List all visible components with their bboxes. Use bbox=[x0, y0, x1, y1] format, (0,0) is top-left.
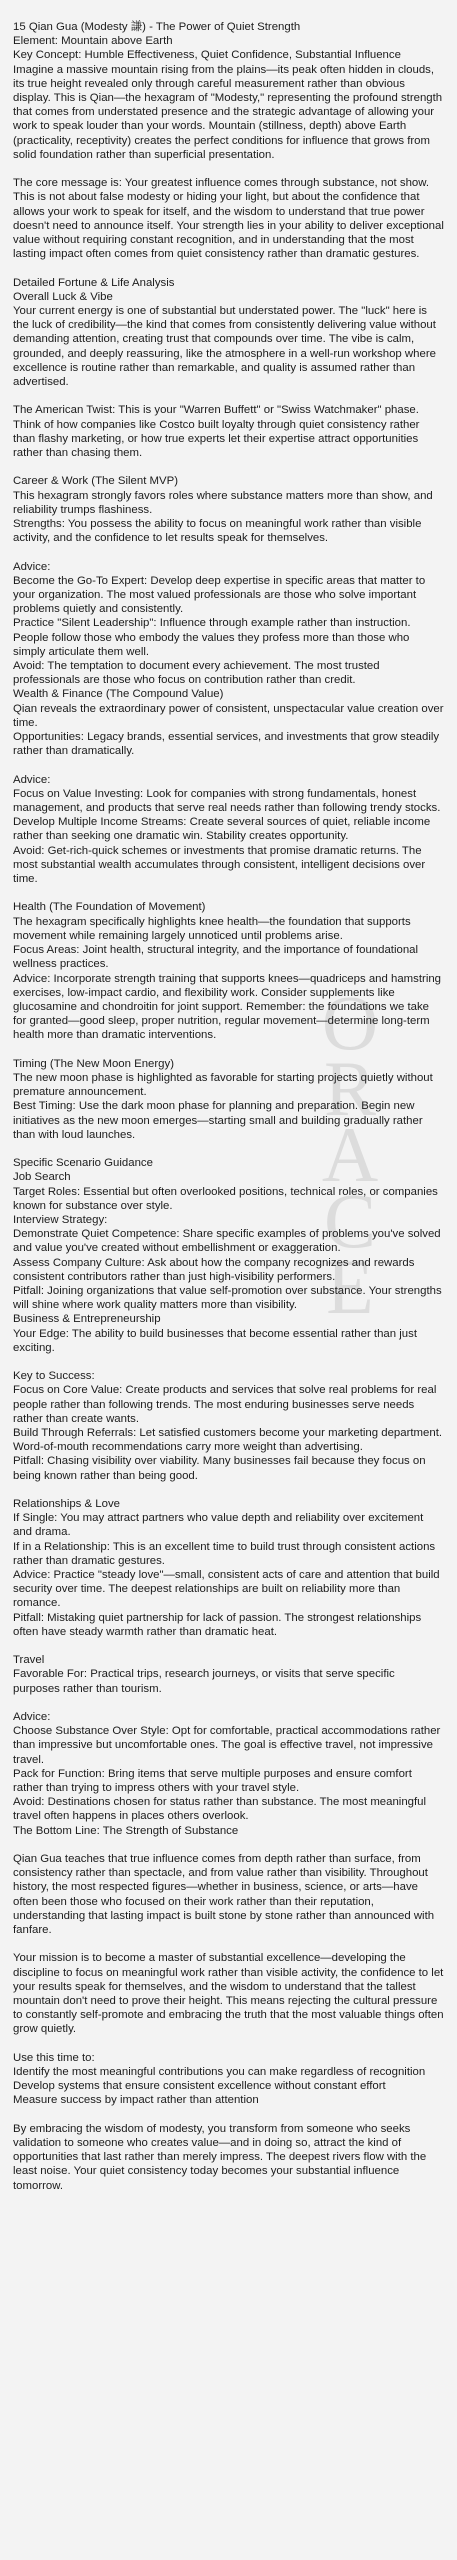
text-line: Interview Strategy: bbox=[13, 1213, 108, 1226]
text-line: Your Edge: The ability to build businesses that become essential rather than just exciting. bbox=[13, 1327, 417, 1354]
text-line: Develop systems that ensure consistent excellence without constant effort bbox=[13, 2080, 386, 2093]
text-line: Qian reveals the extraordinary power of consistent, unspectacular value creation over time. bbox=[13, 702, 444, 729]
text-line: Avoid: Get-rich-quick schemes or investments that promise dramatic returns. The most substantial wealth accumulates through consistent, intelligent decisions over time. bbox=[13, 844, 426, 886]
paragraph-gap bbox=[13, 1483, 444, 1497]
watermark-letter: E bbox=[326, 1243, 374, 1330]
text-line: Focus on Core Value: Create products and services that solve real problems for real people rather than following trends. The most enduring businesses serve needs rather than create wants. bbox=[13, 1384, 437, 1425]
paragraph bbox=[13, 773, 444, 887]
text-line: Advice: Incorporate strength training that supports knees—quadriceps and hamstring exercises, low-impact cardio, and flexibility work. Consider supplements like glucosamine and chondroitin for joint support. Remember: the foundations we take for granted—good sleep, proper nutrition, regular movement—determine long-term health more than dramatic interventions. bbox=[13, 972, 442, 1042]
text-line: Practice "Silent Leadership": Influence through example rather than instruction. People follow those who embody the values they profess more than those who simply articulate them well. bbox=[13, 617, 411, 658]
text-line: The core message is: Your greatest influence comes through substance, not show. This is not about false modesty or hiding your light, but about the confidence that allows your work to speak for itself, and the wisdom to understand that true power doesn't need to announce itself. Your strength lies in your ability to deliver exceptional value without requiring constant recognition, and in understanding that the most lasting impact often comes from quiet consistency rather than dramatic gestures. bbox=[13, 177, 444, 261]
text-line: Become the Go-To Expert: Develop deep expertise in specific areas that matter to your organization. The most valued professionals are those who solve important problems quietly and consistently. bbox=[13, 574, 426, 616]
paragraph-gap bbox=[13, 1838, 444, 1852]
text-line: Pack for Function: Bring items that serve multiple purposes and ensure comfort rather than trying to impress others with your travel style. bbox=[13, 1767, 412, 1794]
text-line: Your current energy is one of substantial but understated power. The "luck" here is the luck of credibility—the kind that comes from consistently delivering value without demanding attention, creating trust that compounds over time. The vibe is calm, grounded, and deeply reassuring, like the atmosphere in a well-run workshop where excellence is routine rather than remarkable, and quality is assumed rather than advertised. bbox=[13, 305, 436, 389]
text-line: Career & Work (The Silent MVP) bbox=[13, 475, 178, 488]
text-line: Imagine a massive mountain rising from the plains—its peak often hidden in clouds, its true height revealed only through careful measurement rather than obvious display. This is Qian—the hexagram of "Modesty," representing the profound strength that comes from understated presence and the strategic advantage of allowing your work to speak louder than your words. Mountain (stillness, depth) above Earth (practicality, receptivity) creates the perfect conditions for influence that grows from solid foundation rather than superficial presentation. bbox=[13, 63, 443, 161]
text-line: Develop Multiple Income Streams: Create several sources of quiet, reliable income rather than seeking one dramatic win. Stability creates opportunity. bbox=[13, 816, 431, 843]
text-line: Advice: bbox=[13, 773, 51, 786]
text-line: Overall Luck & Vibe bbox=[13, 290, 113, 303]
paragraph bbox=[13, 474, 444, 545]
paragraph bbox=[13, 2122, 444, 2193]
paragraph-gap bbox=[13, 758, 444, 772]
paragraph bbox=[13, 560, 444, 759]
paragraph bbox=[13, 2051, 444, 2108]
text-line: Qian Gua teaches that true influence comes from depth rather than surface, from consistency rather than spectacle, and from value rather than visibility. Throughout history, the most respected figures—whether in business, science, or arts—have often been those who focused on their work rather than their reputation, understanding that lasting impact is built stone by stone rather than announced with fanfare. bbox=[13, 1852, 435, 1936]
text-line: The hexagram specifically highlights knee health—the foundation that supports movement while remaining largely unnoticed until problems arise. bbox=[13, 915, 411, 942]
paragraph bbox=[13, 1951, 444, 2036]
text-line: Favorable For: Practical trips, research journeys, or visits that serve specific purposes rather than tourism. bbox=[13, 1668, 395, 1695]
text-line: Advice: bbox=[13, 1710, 51, 1723]
text-line: 15 Qian Gua (Modesty 謙) - The Power of Quiet Strength bbox=[13, 21, 301, 33]
paragraph-gap bbox=[13, 261, 444, 275]
text-line: If in a Relationship: This is an excellent time to build trust through consistent actions rather than dramatic gestures. bbox=[13, 1540, 436, 1567]
paragraph-gap bbox=[13, 1043, 444, 1057]
text-line: Specific Scenario Guidance bbox=[13, 1157, 153, 1170]
text-line: Your mission is to become a master of substantial excellence—developing the discipline to focus on meaningful work rather than visible activity, the confidence to let your results speak for themselves, and the wisdom to understand that the tallest mountain don't need to prove their height. This means rejecting the cultural pressure to constantly self-promote and embracing the truth that the most valuable things often grow quietly. bbox=[13, 1952, 444, 2036]
paragraph bbox=[13, 1369, 444, 1483]
paragraph bbox=[13, 1653, 444, 1696]
paragraph bbox=[13, 176, 444, 261]
paragraph-gap bbox=[13, 1696, 444, 1710]
paragraph-gap bbox=[13, 2037, 444, 2051]
text-line: The new moon phase is highlighted as favorable for starting projects quietly without premature announcement. bbox=[13, 1071, 433, 1099]
text-line: Choose Substance Over Style: Opt for comfortable, practical accommodations rather than impressive but uncomfortable ones. The goal is effective travel, not impressive travel. bbox=[13, 1725, 441, 1766]
text-line: Key to Success: bbox=[13, 1370, 95, 1383]
paragraph-gap bbox=[13, 162, 444, 176]
text-line: Job Search bbox=[13, 1171, 71, 1184]
paragraph bbox=[13, 1710, 444, 1838]
watermark-letter: O bbox=[321, 979, 379, 1066]
text-line: Focus Areas: Joint health, structural integrity, and the importance of foundational wellness practices. bbox=[13, 944, 419, 971]
text-line: Measure success by impact rather than attention bbox=[13, 2094, 259, 2107]
paragraph-gap bbox=[13, 2108, 444, 2122]
text-line: Business & Entrepreneurship bbox=[13, 1313, 161, 1326]
paragraph bbox=[13, 1852, 444, 1937]
text-line: Focus on Value Investing: Look for companies with strong fundamentals, honest management, and products that serve real needs rather than following trendy stocks. bbox=[13, 787, 441, 815]
paragraph bbox=[13, 403, 444, 460]
paragraph bbox=[13, 1156, 444, 1355]
text-line: Target Roles: Essential but often overlooked positions, technical roles, or companies known for substance over style. bbox=[13, 1185, 438, 1212]
text-line: Best Timing: Use the dark moon phase for planning and preparation. Begin new initiatives as the new moon emerges—starting small and building gradually rather than with loud launches. bbox=[13, 1100, 423, 1141]
text-line: Demonstrate Quiet Competence: Share specific examples of problems you've solved and value you've created without embellishment or exaggeration. bbox=[13, 1228, 441, 1255]
text-line: Strengths: You possess the ability to focus on meaningful work rather than visible activity, and the confidence to let results speak for themselves. bbox=[13, 518, 422, 545]
text-line: Identify the most meaningful contributions you can make regardless of recognition bbox=[13, 2066, 426, 2078]
paragraph bbox=[13, 900, 444, 1042]
text-line: Travel bbox=[13, 1654, 45, 1667]
text-line: Opportunities: Legacy brands, essential services, and investments that grow steadily rather than dramatically. bbox=[13, 731, 440, 758]
paragraph-gap bbox=[13, 1142, 444, 1156]
text-line: Element: Mountain above Earth bbox=[13, 35, 173, 48]
text-line: The Bottom Line: The Strength of Substance bbox=[13, 1824, 239, 1837]
text-line: Relationships & Love bbox=[13, 1497, 121, 1510]
watermark-letter: A bbox=[321, 1111, 379, 1198]
text-line: Advice: bbox=[13, 560, 51, 573]
text-line: Use this time to: bbox=[13, 2051, 95, 2064]
text-line: Timing (The New Moon Energy) bbox=[13, 1057, 174, 1070]
text-line: By embracing the wisdom of modesty, you transform from someone who seeks validation to someone who creates value—and in doing so, attract the kind of opportunities that last rather than merely impress. The deepest rivers flow with the least noise. Your quiet consistency today becomes your substantial influence tomorrow. bbox=[13, 2122, 427, 2192]
text-line: Advice: Practice "steady love"—small, consistent acts of care and attention that build security over time. The deepest relationships are built on reliability more than romance. bbox=[13, 1568, 440, 1610]
text-line: Pitfall: Chasing visibility over viability. Many businesses fail because they focus on being known rather than being good. bbox=[13, 1455, 426, 1482]
text-line: This hexagram strongly favors roles where substance matters more than show, and reliability trumps flashiness. bbox=[13, 489, 433, 516]
text-line: Health (The Foundation of Movement) bbox=[13, 901, 206, 914]
paragraph bbox=[13, 1497, 444, 1639]
text-line: Pitfall: Mistaking quiet partnership for lack of passion. The strongest relationships often have steady warmth rather than dramatic heat. bbox=[13, 1611, 422, 1638]
text-line: Avoid: Destinations chosen for status rather than substance. The most meaningful travel often happens in places others overlook. bbox=[13, 1796, 427, 1823]
paragraph bbox=[13, 276, 444, 390]
text-line: If Single: You may attract partners who value depth and reliability over excitement and drama. bbox=[13, 1512, 424, 1539]
text-line: Detailed Fortune & Life Analysis bbox=[13, 276, 175, 289]
paragraph-gap bbox=[13, 886, 444, 900]
text-line: Build Through Referrals: Let satisfied customers become your marketing department. Word-of-mouth recommendations carry more weight than advertising. bbox=[13, 1426, 443, 1454]
paragraph-gap bbox=[13, 1937, 444, 1951]
text-line: Pitfall: Joining organizations that value self-promotion over substance. Your strengths will shine where work quality matters more than visibility. bbox=[13, 1284, 442, 1312]
text-line: Key Concept: Humble Effectiveness, Quiet Confidence, Substantial Influence bbox=[13, 49, 401, 62]
paragraph-gap bbox=[13, 460, 444, 474]
watermark-letter: R bbox=[323, 1045, 377, 1132]
text-line: The American Twist: This is your "Warren Buffett" or "Swiss Watchmaker" phase. Think of how companies like Costco built loyalty through quiet consistency rather than flashy marketing, or how true experts let their expertise attract opportunities rather than chasing them. bbox=[13, 404, 420, 460]
text-line: Avoid: The temptation to document every achievement. The most trusted professionals are those who focus on contribution rather than credit. bbox=[13, 660, 380, 687]
watermark-letter: C bbox=[323, 1177, 377, 1264]
text-line: Wealth & Finance (The Compound Value) bbox=[13, 688, 224, 701]
paragraph-gap bbox=[13, 1639, 444, 1653]
paragraph bbox=[13, 1045, 444, 1142]
paragraph-gap bbox=[13, 545, 444, 559]
paragraph bbox=[13, 20, 444, 162]
text-line: Assess Company Culture: Ask about how the company recognizes and rewards consistent contributors rather than just high-visibility performers. bbox=[13, 1256, 415, 1283]
paragraph-gap bbox=[13, 389, 444, 403]
paragraph-gap bbox=[13, 1355, 444, 1369]
